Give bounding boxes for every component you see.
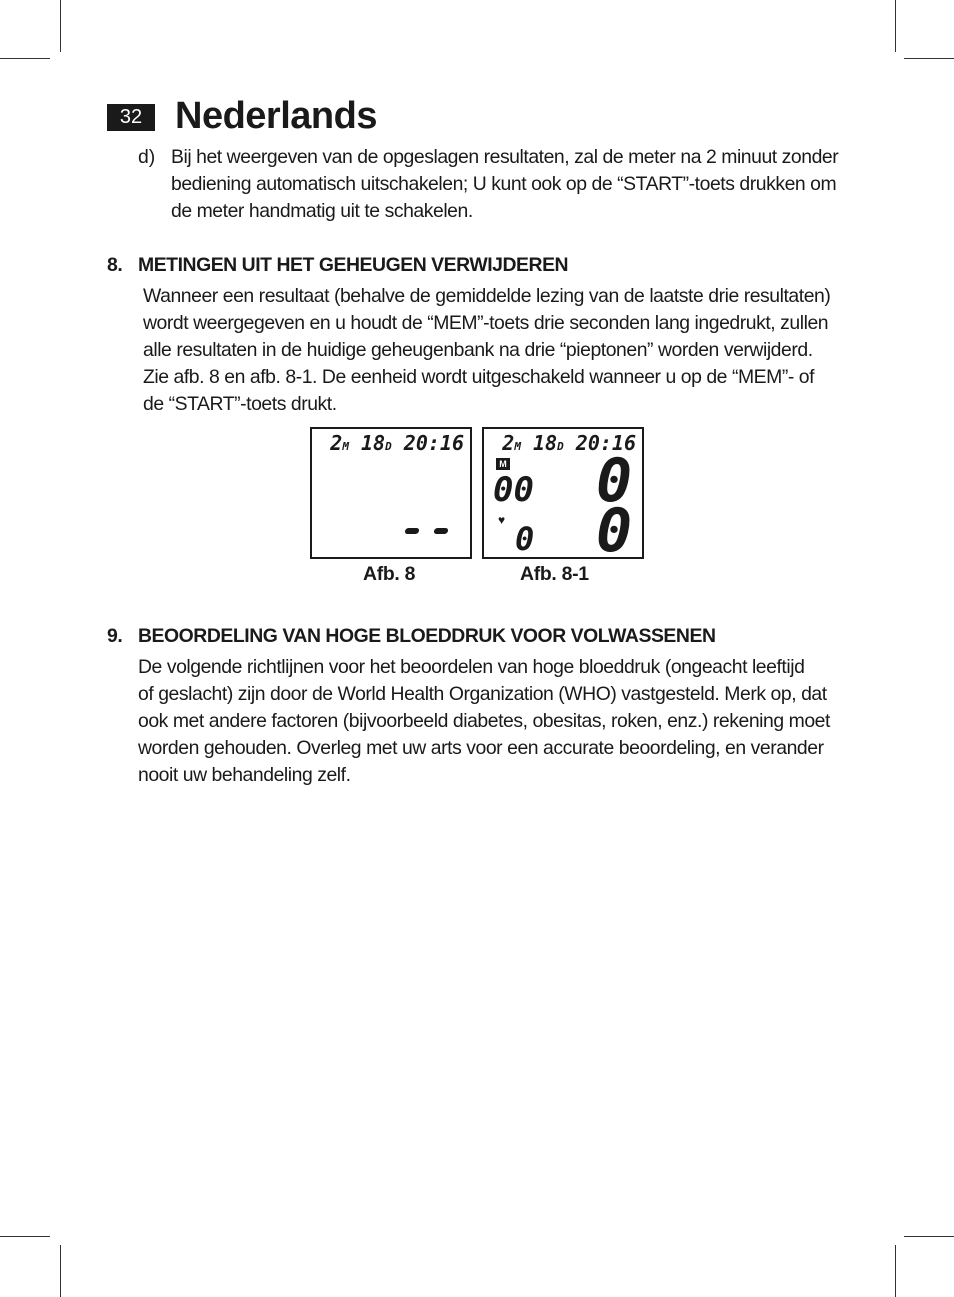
figure-caption: Afb. 8-1	[520, 563, 589, 585]
section-title: METINGEN UIT HET GEHEUGEN VERWIJDEREN	[138, 254, 569, 276]
lcd-dash-segment	[433, 528, 448, 534]
text-line: de “START”-toets drukt.	[143, 393, 337, 415]
text-line: Bij het weergeven van de opgeslagen resultaten, zal de meter na 2 minuut zonder	[171, 146, 839, 168]
text-line: worden gehouden. Overleg met uw arts voor een accurate beoordeling, en verander	[138, 737, 824, 759]
figure-caption: Afb. 8	[363, 563, 416, 585]
crop-mark	[60, 1245, 61, 1297]
lcd-diastolic-value: 0	[596, 496, 633, 566]
text-line: Zie afb. 8 en afb. 8-1. De eenheid wordt uitgeschakeld wanneer u op de “MEM”- of	[143, 366, 815, 388]
heart-icon: ♥	[498, 513, 506, 527]
lcd-systolic-value: 0	[596, 446, 633, 516]
memory-icon: M	[496, 458, 510, 470]
lcd-display-fig8	[310, 427, 472, 559]
list-marker: d)	[138, 146, 156, 168]
lcd-pulse-value: 0	[515, 520, 535, 558]
crop-mark	[895, 0, 896, 52]
lcd-memory-number: 00	[493, 470, 534, 510]
crop-mark	[904, 1236, 954, 1237]
text-line: Wanneer een resultaat (behalve de gemiddelde lezing van de laatste drie resultaten)	[143, 285, 831, 307]
lcd-dash-segment	[404, 528, 419, 534]
text-line: nooit uw behandeling zelf.	[138, 764, 351, 786]
text-line: ook met andere factoren (bijvoorbeeld diabetes, obesitas, roken, enz.) rekening moet	[138, 710, 830, 732]
crop-mark	[0, 58, 50, 59]
paragraph-item-d	[171, 144, 838, 225]
lcd-date-time: 2M 18D 20:16	[502, 431, 636, 455]
section-title: BEOORDELING VAN HOGE BLOEDDRUK VOOR VOLWASSENEN	[138, 625, 716, 647]
crop-mark	[60, 0, 61, 52]
crop-mark	[0, 1236, 50, 1237]
section-number: 9.	[107, 625, 123, 647]
text-line: alle resultaten in de huidige geheugenbank na drie “pieptonen” worden verwijderd.	[143, 339, 813, 361]
lcd-date-time: 2M 18D 20:16	[330, 431, 464, 455]
page-title: Nederlands	[175, 95, 377, 137]
lcd-display-fig8-1	[482, 427, 644, 566]
crop-mark	[895, 1245, 896, 1297]
paragraph-section-8	[143, 283, 830, 418]
text-line: wordt weergegeven en u houdt de “MEM”-toets drie seconden lang ingedrukt, zullen	[143, 312, 829, 334]
text-line: De volgende richtlijnen voor het beoordelen van hoge bloeddruk (ongeacht leeftijd	[138, 656, 805, 678]
page-number: 32	[107, 104, 155, 131]
paragraph-section-9	[138, 654, 830, 789]
crop-mark	[904, 58, 954, 59]
text-line: de meter handmatig uit te schakelen.	[171, 200, 473, 222]
text-line: bediening automatisch uitschakelen; U kunt ook op de “START”-toets drukken om	[171, 173, 837, 195]
section-number: 8.	[107, 254, 123, 276]
text-line: of geslacht) zijn door de World Health Organization (WHO) vastgesteld. Merk op, dat	[138, 683, 827, 705]
